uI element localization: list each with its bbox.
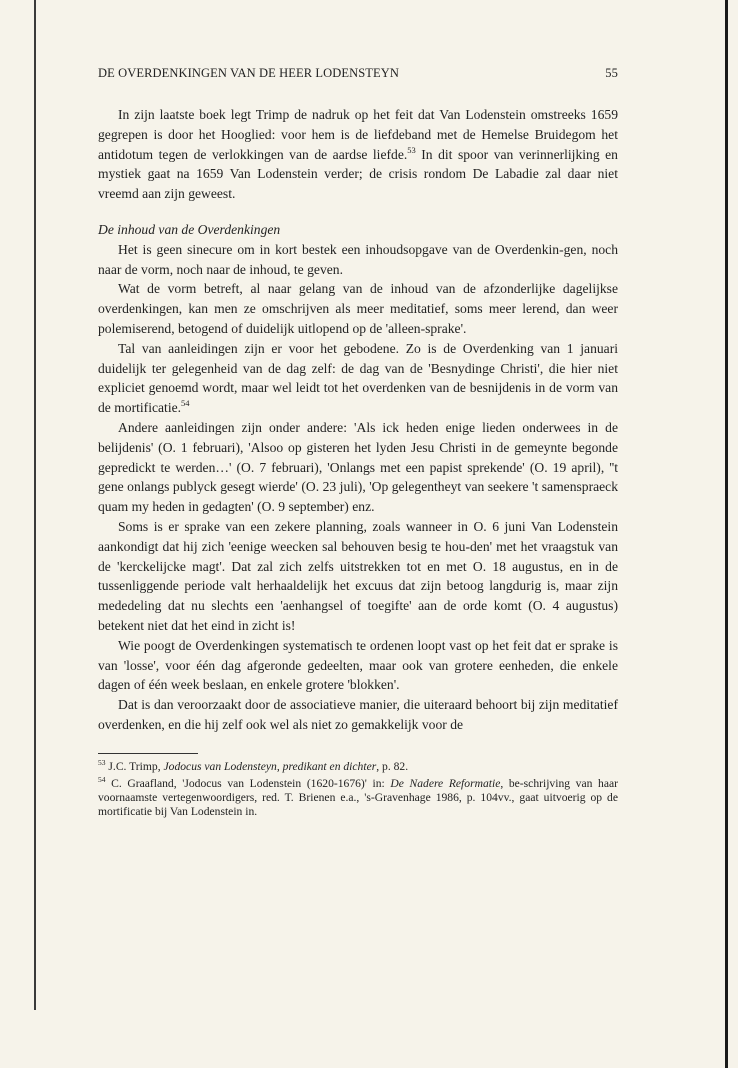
- running-head: [98, 66, 618, 81]
- footnote-53: $^{53}$ J.C. Trimp, Jodocus van Lodensteyn, predikant en dichter, p. 82.: [98, 757, 409, 773]
- body-paragraph: In zijn laatste boek legt Trimp de nadruk op het feit dat Van Lodenstein omstreeks 1659 gegrepen is door het Hooglied: voor hem is de liefdeband met de Hemelse Bruidegom het antidotum tegen de verlokkingen van de aardse liefde.$^{53}$ In dit spoor van verinnerlijking en mystiek gaat na 1659 Van Lodenstein verder; de crisis rondom De Labadie zal daar niet vreemd aan zijn geweest.: [98, 107, 618, 202]
- body-paragraph: Wat de vorm betreft, al naar gelang van de inhoud van de afzonderlijke dagelijkse overdenkingen, kan men ze omschrijven als meer meditatief, soms meer lerend, dan weer polemiserend, betogend of duidelijk uitlopend op de 'alleen-sprake'.: [98, 281, 618, 336]
- running-title: DE OVERDENKINGEN VAN DE HEER LODENSTEYN: [98, 66, 399, 80]
- body-paragraph: Het is geen sinecure om in kort bestek een inhoudsopgave van de Overdenkin-gen, noch naar de vorm, noch naar de inhoud, te geven.: [98, 241, 618, 277]
- page-number: 55: [605, 66, 618, 80]
- body-paragraph: Wie poogt de Overdenkingen systematisch te ordenen loopt vast op het feit dat er sprake is van 'losse', voor één dag afgeronde gedeelten, maar ook van grotere eenheden, die enkele dagen of één week beslaan, en enkele grotere 'blokken'.: [98, 637, 618, 693]
- scan-edge-left: [34, 0, 36, 1010]
- book-page: [98, 66, 618, 822]
- body-paragraph: Dat is dan veroorzaakt door de associatieve manier, die uiteraard behoort bij zijn meditatief overdenken, en die hij zelf ook wel als niet zo gemakkelijk voor de: [98, 697, 618, 732]
- footnote-ref-54[interactable]: 54: [181, 398, 190, 409]
- footnote-rule: [98, 753, 198, 754]
- section-heading: De inhoud van de Overdenkingen: [98, 221, 281, 237]
- footnote-ref-53[interactable]: 53: [407, 144, 416, 155]
- body-paragraph: Soms is er sprake van een zekere planning, zoals wanneer in O. 6 juni Van Lodenstein aankondigt dat hij zich 'eenige weecken sal behouven besig te hou-den' met het vraagstuk van de 'kerckelijcke magt'. Dat zal zich zelfs uitstrekken tot en met O. 18 augustus, en in de tussenliggende periode valt herhaaldelijk het excuus dat zijn betoog langdurig is, maar zijn mededeling dat nu slechts een 'aenhangsel of toegifte' aan de orde komt (O. 4 augustus) betekent niet dat het eind in zicht is!: [98, 518, 618, 633]
- body-paragraph: Tal van aanleidingen zijn er voor het gebodene. Zo is de Overdenking van 1 januari duidelijk ter gelegenheid van de dag zelf: de dag van de 'Besnydinge Christi', die hier niet expliciet genoemd wordt, maar wel leidt tot het overdenken van de besnijdenis in de vorm van de mortificatie.$^{54}$: [98, 340, 618, 416]
- body-paragraph: Andere aanleidingen zijn onder andere: 'Als ick heden enige lieden onderwees in de belijdenis' (O. 1 februari), 'Alsoo op gisteren het lyden Jesu Christi in de gemeynte begonde gepredickt te werden…' (O. 7 februari), 'Onlangs met een papist sprekende' (O. 19 april), ''t gene onlangs publyck gesegt wierde' (O. 23 juli), 'Op gelegentheyt van seekere 't samenspraeck quam my heden in gedagten' (O. 9 september) enz.: [98, 419, 618, 515]
- footnote-54: $^{54}$ C. Graafland, 'Jodocus van Lodenstein (1620-1676)' in: De Nadere Reformatie, be-schrijving van haar voornaamste vertegenwoordigers, red. T. Brienen e.a., 's-Gravenhage 1986, p. 104vv., gaat uitvoerig op de mortificatie bij Van Lodenstein in.: [98, 774, 618, 818]
- scan-edge-right: [725, 0, 728, 1068]
